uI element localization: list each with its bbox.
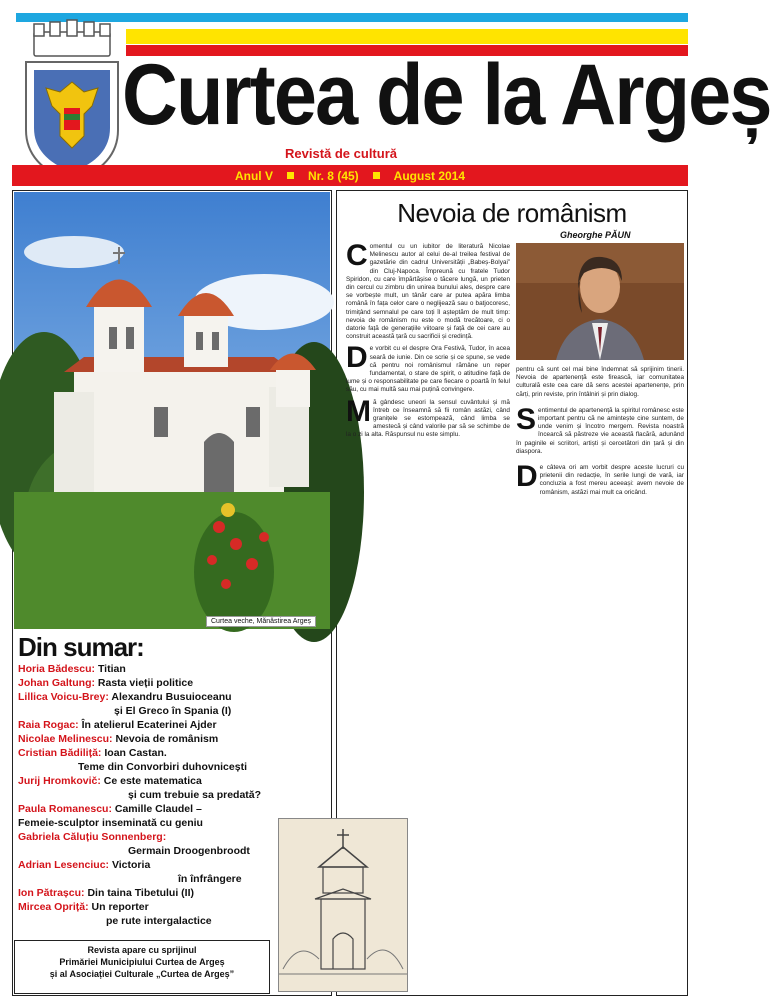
bullet-square-icon [373,172,380,179]
masthead-title: Curtea de la Argeș [122,47,771,143]
summary-item-continued: pe rute intergalactice [106,915,212,927]
summary-item-continued: Femeie-sculptor inseminată cu geniu [18,817,203,829]
drop-cap: C [346,239,368,272]
coat-of-arms-icon [20,18,124,186]
summary-item-continued: Teme din Convorbiri duhovnicești [78,761,247,773]
summary-item-continued: și cum trebuie sa predată? [128,789,262,801]
summary-item[interactable]: Gabriela Căluțiu Sonnenberg: [18,831,167,843]
summary-item[interactable]: Jurij Hromkovič: Ce este matematica [18,775,202,787]
article-title: Nevoia de românism [397,198,627,228]
drop-cap: D [516,460,538,494]
issue-date: August 2014 [393,168,466,183]
summary-item-continued: și El Greco în Spania (I) [114,705,232,717]
issue-bar [12,165,688,186]
sponsor-notice: Revista apare cu sprijinul Primăriei Municipiului Curtea de Argeș și al Asociației Culturale „Curtea de Argeș” [14,940,270,994]
photo-caption: Curtea veche, Mănăstirea Argeș [206,616,316,627]
author-portrait [516,243,684,360]
summary-item[interactable]: Mircea Opriță: Un reporter [18,901,149,913]
issue-year: Anul V [234,168,273,183]
flag-stripe-yellow [126,29,688,44]
issue-number: Nr. 8 (45) [307,168,359,183]
article-column-1 [346,239,510,983]
summary-item[interactable]: Adrian Lesenciuc: Victoria [18,859,151,871]
church-photo [14,192,330,629]
summary-item[interactable]: Nicolae Melinescu: Nevoia de românism [18,733,219,745]
summary-heading: Din sumar: [18,632,144,662]
article-paragraph: omentul cu un iubitor de literatură Nicolae Melinescu autor al celui de-al treilea festival de gazetărie din cadrul Universității „Babeș-Bolyai” din Cluj-Napoca. Împreună cu fratele Tudor Spiridon, cu care împărtășise o tăcere lungă, un prieten din cercul cu zimbru din unirea bunului ales, despre care se vorbește mult, un tânăr care ar putea apăra limba română în fața celor care o neglijează sau o batjocoresc, trimițând semnalul pe care toți îl așteptăm de mult timp: nevoia de românism nu este o modă trecătoare, ci o datorie față de generațiile viitoare și față de cei care au construit această țară cu sacrificii și credință. [346,243,510,341]
bullet-square-icon [287,172,294,179]
summary-item[interactable]: Paula Romanescu: Camille Claudel – [18,803,202,815]
summary-item[interactable]: Lillica Voicu-Brey: Alexandru Busuioceanu [18,691,232,703]
summary-item-continued: în înfrângere [178,873,242,885]
summary-item[interactable]: Ion Pătrașcu: Din taina Tibetului (II) [18,887,195,899]
summary-item[interactable]: Cristian Bădiliță: Ioan Castan. [18,747,167,759]
summary-item-continued: Germain Droogenbroodt [128,845,250,857]
drop-cap: S [516,402,537,436]
article-author: Gheorghe PĂUN [560,230,631,240]
summary-item[interactable]: Raia Rogac: În atelierul Ecaterinei Ajder [18,719,217,731]
article-paragraph: entimentul de apartenență la spiritul românesc este important pentru că ne amintește cine suntem, de unde venim și încotro mergem. Revista noastră încearcă să păstreze vie această flacără, adunând în paginile ei scriitori, artiști și cercetători din țară și din diaspora. [516,406,684,455]
masthead-subtitle: Revistă de cultură [285,146,397,161]
article-paragraph: e vorbit cu el despre Ora Festivă, Tudor, în acea seară de iunie. Din ce scrie și ce spune, se vede că pentru noi românismul rămâne un reper fundamental, o stare de spirit, o atitudine față de lume și o responsabilitate pe care fiecare o poartă în felul său, cu mai multă sau mai puțină convingere. [346,345,510,394]
article-column-2 [516,366,684,986]
summary-item[interactable]: Johan Galtung: Rasta vieții politice [18,677,194,689]
summary-item[interactable]: Horia Bădescu: Titian [18,663,126,675]
drop-cap: D [346,341,368,375]
drop-cap: M [346,394,371,428]
article-paragraph: ă gândesc uneori la sensul cuvântului și mă întreb ce înseamnă să fii român astăzi, când granițele se estompează, când limba se amestecă și când valorile par să se schimbe de la o zi la alta. Răspunsul nu este simplu. [346,398,510,439]
article-paragraph: pentru că sunt cel mai bine îndemnat să sprijinim tinerii. Nevoia de apartenență este firească, iar comunitatea culturală este cea care dă sens acestei apartenențe, prin cărți, prin reviste, prin întâlniri și prin dialog. [516,366,684,398]
article-paragraph: e câteva ori am vorbit despre aceste lucruri cu prietenii din redacție, în serile lungi de vară, iar concluzia a fost mereu aceeași: avem nevoie de românism, astăzi mai mult ca oricând. [539,464,684,496]
